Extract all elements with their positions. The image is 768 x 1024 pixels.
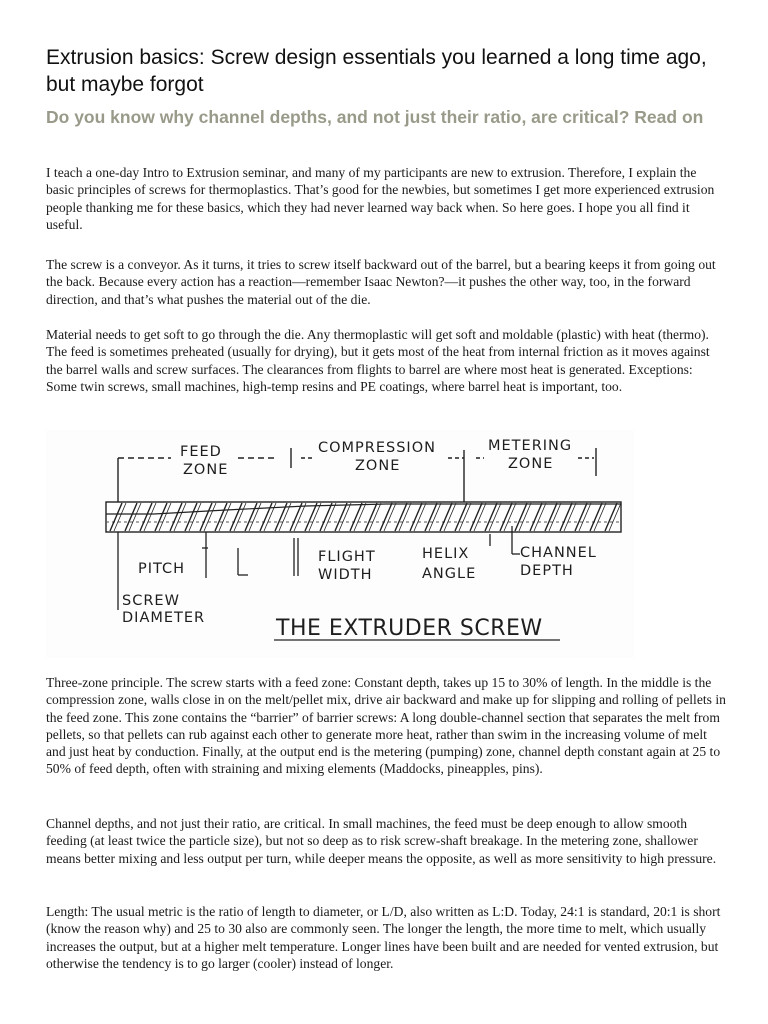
flight-width-label-2: WIDTH [318, 567, 373, 583]
screw-diameter-label-2: DIAMETER [122, 610, 206, 626]
feed-zone-label-1: FEED [180, 444, 222, 460]
paragraph-channel-depths: Channel depths, and not just their ratio, are critical. In small machines, the feed must be deep enough to allow smooth feeding (at least twice the particle size), but not so deep as to risk screw-shaft breakage. In the metering zone, shallower means better mixing and less output per turn, while deeper means the opposite, as well as more sensitivity to high pressure. [46, 816, 717, 866]
article-subtitle: Do you know why channel depths, and not just their ratio, are critical? Read on [46, 107, 704, 127]
feed-zone-label-2: ZONE [183, 462, 229, 478]
helix-angle-label-2: ANGLE [422, 566, 477, 582]
paragraph-three-zone: Three-zone principle. The screw starts with a feed zone: Constant depth, takes up 15 to 30% of length. In the middle is the compression zone, walls close in on the melt/pellet mix, drive air backward and make up for slipping and rolling of pellets in the feed zone. This zone contains the “barrier” of barrier screws: A long double-channel section that separates the melt from pellets, so that pellets can rub against each other to generate more heat, rather than swim in the increasing volume of melt and just heat by conduction. Finally, at the output end is the metering (pumping) zone, channel depth constant again at 25 to 50% of feed depth, often with straining and mixing elements (Maddocks, pineapples, pins). [46, 675, 726, 777]
figure-caption: THE EXTRUDER SCREW [276, 616, 543, 641]
flight-width-label-1: FLIGHT [318, 549, 376, 565]
pitch-label: PITCH [138, 561, 186, 577]
article-title: Extrusion basics: Screw design essentials you learned a long time ago, but maybe forgot [46, 46, 707, 96]
metering-zone-label-2: ZONE [508, 456, 554, 472]
helix-angle-label-1: HELIX [422, 546, 470, 562]
metering-zone-label-1: METERING [488, 438, 573, 454]
compression-zone-label-1: COMPRESSION [318, 440, 436, 456]
extruder-screw-diagram [46, 430, 634, 658]
paragraph-intro: I teach a one-day Intro to Extrusion seminar, and many of my participants are new to extrusion. Therefore, I explain the basic principles of screws for thermoplastics. That’s good for the newbies, but sometimes I get more experienced extrusion people thanking me for these basics, which they had never learned way back when. So here goes. I hope you all find it useful. [46, 165, 715, 232]
screw-diameter-label-1: SCREW [122, 593, 180, 609]
screw-body [106, 502, 621, 532]
extruder-screw-drawing [46, 430, 634, 658]
paragraph-length: Length: The usual metric is the ratio of length to diameter, or L/D, also written as L:D. Today, 24:1 is standard, 20:1 is short (know the reason why) and 25 to 30 also are commonly seen. The longer the length, the more time to melt, which usually increases the output, but at a higher melt temperature. Longer lines have been built and are needed for vented extrusion, but otherwise the tendency is to go larger (cooler) instead of longer. [46, 904, 721, 971]
paragraph-conveyor: The screw is a conveyor. As it turns, it tries to screw itself backward out of the barrel, but a bearing keeps it from going out the back. Because every action has a reaction—remember Isaac Newton?—it pushes the other way, too, in the forward direction, and that’s what pushes the material out of the die. [46, 257, 716, 307]
channel-depth-label-1: CHANNEL [520, 545, 597, 561]
compression-zone-label-2: ZONE [355, 458, 401, 474]
channel-depth-label-2: DEPTH [520, 563, 574, 579]
paragraph-heat: Material needs to get soft to go through the die. Any thermoplastic will get soft and moldable (plastic) with heat (thermo). The feed is sometimes preheated (usually for drying), but it gets most of the heat from internal friction as it moves against the barrel walls and screw surfaces. The clearances from flights to barrel are where most heat is generated. Exceptions: Some twin screws, small machines, high-temp resins and PE coatings, where barrel heat is important, too. [46, 327, 710, 394]
